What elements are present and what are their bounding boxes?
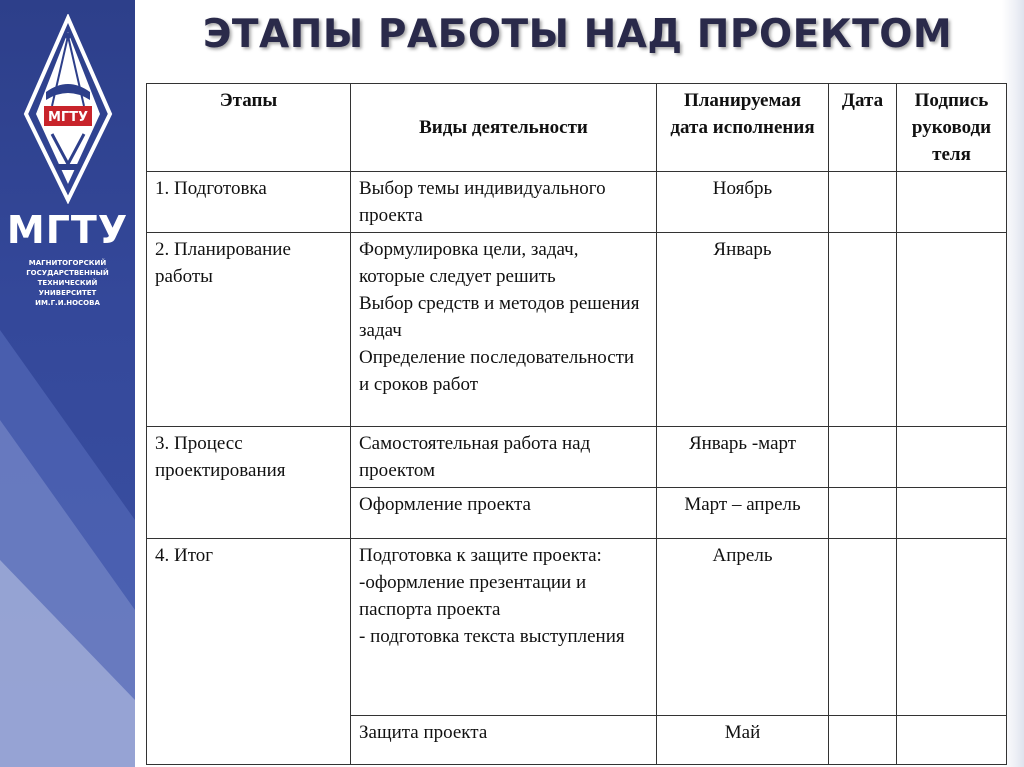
date-cell	[829, 716, 897, 765]
header-planned-date: Планируемая дата исполнения	[657, 84, 829, 172]
activity-cell	[351, 172, 657, 233]
activity-line: - подготовка текста выступления	[359, 626, 625, 647]
table-row	[147, 233, 1007, 427]
activity-line: Выбор темы индивидуального проекта	[359, 178, 606, 226]
signature-cell	[897, 539, 1007, 716]
signature-cell	[897, 716, 1007, 765]
stage-cell: 2. Планирование работы	[147, 233, 351, 427]
activity-line: Самостоятельная работа над проектом	[359, 433, 591, 481]
slide-title: ЭТАПЫ РАБОТЫ НАД ПРОЕКТОМ	[202, 12, 953, 57]
activity-line: Формулировка цели, задач, которые следует решить	[359, 239, 579, 287]
logo-subtitle	[0, 258, 135, 308]
activity-line: Оформление проекта	[359, 494, 531, 515]
activity-cell	[351, 488, 657, 539]
planned-date-cell: Ноябрь	[657, 172, 829, 233]
table-row	[147, 539, 1007, 716]
emblem-text: МГТУ	[47, 110, 89, 125]
logo-subtitle-line: УНИВЕРСИТЕТ	[38, 289, 97, 297]
header-activity: Виды деятельности	[351, 84, 657, 172]
header-date: Дата	[829, 84, 897, 172]
activity-cell	[351, 539, 657, 716]
activity-line: -оформление презентации и паспорта проекта	[359, 572, 587, 620]
planned-date-cell: Апрель	[657, 539, 829, 716]
project-stages-table	[146, 83, 1007, 765]
date-cell	[829, 539, 897, 716]
logo-name: МГТУ	[6, 208, 129, 252]
activity-line: Выбор средств и методов решения задач	[359, 293, 640, 341]
table-row	[147, 427, 1007, 488]
date-cell	[829, 488, 897, 539]
logo-subtitle-line: ГОСУДАРСТВЕННЫЙ	[26, 269, 109, 277]
stage-cell: 1. Подготовка	[147, 172, 351, 233]
signature-cell	[897, 172, 1007, 233]
activity-cell	[351, 427, 657, 488]
signature-cell	[897, 233, 1007, 427]
header-stage: Этапы	[147, 84, 351, 172]
table-row	[147, 172, 1007, 233]
planned-date-cell: Январь -март	[657, 427, 829, 488]
activity-line: Подготовка к защите проекта:	[359, 545, 602, 566]
planned-date-cell: Март – апрель	[657, 488, 829, 539]
date-cell	[829, 172, 897, 233]
stage-cell: 3. Процесс проектирования	[147, 427, 351, 539]
planned-date-cell: Май	[657, 716, 829, 765]
signature-cell	[897, 488, 1007, 539]
activity-line: Определение последовательности и сроков работ	[359, 347, 635, 395]
signature-cell	[897, 427, 1007, 488]
logo-subtitle-line: ТЕХНИЧЕСКИЙ	[37, 279, 98, 287]
logo-subtitle-line: МАГНИТОГОРСКИЙ	[28, 259, 107, 267]
date-cell	[829, 427, 897, 488]
university-emblem-icon	[22, 14, 114, 204]
activity-cell	[351, 233, 657, 427]
sidebar-banner	[0, 0, 135, 767]
date-cell	[829, 233, 897, 427]
stage-cell: 4. Итог	[147, 539, 351, 765]
activity-cell	[351, 716, 657, 765]
logo-subtitle-line: ИМ.Г.И.НОСОВА	[35, 299, 100, 307]
header-signature: Подпись руководи теля	[897, 84, 1007, 172]
planned-date-cell: Январь	[657, 233, 829, 427]
activity-line: Защита проекта	[359, 722, 488, 743]
